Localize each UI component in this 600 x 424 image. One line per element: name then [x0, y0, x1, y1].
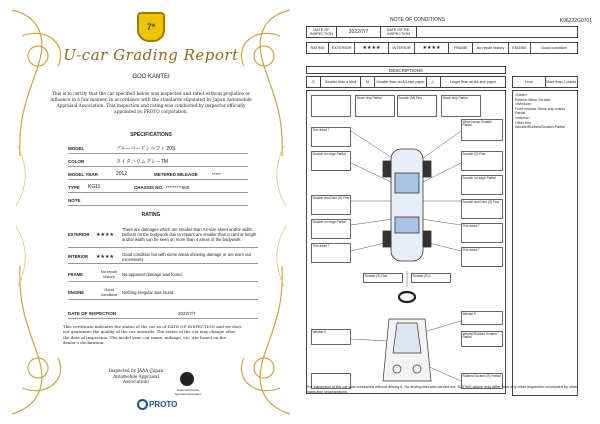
- damage-note-box: Stone chip Partial: [355, 95, 395, 117]
- spare-tire-icon: [399, 292, 415, 302]
- rating-engine: ENGINE Good condition Nothing irregular was found.: [68, 286, 258, 300]
- size-legend: S Smaller than a card M Smaller than an A4-size paper L Larger than an A4-size paper: [306, 76, 506, 88]
- damage-note-box: [311, 95, 351, 117]
- intro-paragraph: This is to certify that the car specified below was inspected and rated without prejudice or influence in a fair manner, in accordance with the standards stipulated by Japan Automobile Appraisal Association. This inspection and rating was conducted by inspector officially appointed by PROTO corporation.: [50, 92, 252, 115]
- damage-note-box: Scratch (M) Few: [397, 95, 437, 117]
- damage-note-box: Scratch on edge Partial: [311, 151, 351, 171]
- damage-note-box: Thin tread 7: [311, 243, 351, 263]
- specifications-heading: SPECIFICATIONS: [130, 132, 172, 138]
- report-code: K96222G0701: [559, 18, 592, 24]
- rating-heading: RATING: [141, 212, 161, 218]
- damage-note-box: Thin tread 7: [461, 247, 503, 267]
- rating-summary-row: RATING EXTERIOR ★★★★ INTERIOR ★★★★ FRAME No repair history ENGINE Good condition: [306, 42, 578, 54]
- damage-diagram: [306, 90, 506, 394]
- inspected-by: Inspected by JAAA (Japan Automobile Appraisal Association): [108, 368, 164, 384]
- quantity-legend: Less More than 2 points: [512, 76, 578, 88]
- conditions-title: NOTE OF CONDITIONS: [390, 17, 445, 23]
- rating-frame: FRAME No repair history No apparent damage was found.: [68, 268, 258, 282]
- damage-note-box: Wrinkle/Rubbed Scratch Partial: [461, 331, 503, 347]
- footer-note: The inspection of the car was conducted without driving it. No driving test was carried out. RATING above may differ from any other inspection conducted by other inspection organizations.: [306, 385, 578, 394]
- grading-report-page: [8, 6, 294, 418]
- damage-note-box: Stone chip Partial: [441, 95, 481, 117]
- spec-row-year: MODEL YEAR 2012 METERED MILEAGE *****: [68, 169, 248, 180]
- spec-row-note: NOTE: [68, 195, 248, 206]
- disclaimer-paragraph: This certificate indicates the status of the car as of DATE OF INSPECTION and we does not guarantee the quality of the car onwards. The status of the car may change after the date of inspection. The model year, car name, mileage, etc, are based on the dealer's declaration.: [63, 324, 242, 346]
- jaaa-logo-icon: [180, 372, 194, 386]
- inspection-dates-row: DATE OF INSPECTION 2022/7/7 DATE OF RE-INSPECTION: [306, 26, 578, 38]
- damage-note-box: Wrinkle S: [461, 311, 503, 325]
- damage-note-box: Thin tread 7: [461, 223, 503, 243]
- condition-notes: <Note> Exterior Minor Scratch <Window> Front window Stone chip marks Partial <Interior> Other trim Wrinkle/Rubbed/Scratch Partial: [512, 90, 578, 396]
- jaaa-caption: Japan Automobile Appraisal Association: [174, 388, 202, 396]
- rating-interior: INTERIOR ★★★★ Good condition but with some areas showing damage or are worn out excessively: [68, 250, 258, 264]
- report-title: U-car Grading Report: [63, 46, 239, 64]
- damage-note-box: Wrinkle S: [311, 329, 351, 345]
- damage-note-box: Wheel scrap Scratch Partial: [461, 119, 503, 141]
- rating-exterior: EXTERIOR ★★★★ There are damages which are smaller than A4-size sheet and/or width. Defects on the bodywork due to repairs are smaller than a card or length and/or width can be seen on more than 4 areas of the bodywork.: [68, 222, 258, 248]
- spec-row-color: COLOR タイタニウムグレーTM: [68, 156, 248, 167]
- proto-logo-icon: [137, 399, 148, 410]
- report-subtitle: GOO KANTEI: [132, 74, 170, 80]
- damage-note-box: Rubbed Scratch (S) Partial: [461, 373, 503, 389]
- damage-note-box: Scratch (S) L: [411, 273, 451, 283]
- corner-ornament-bl: [12, 266, 42, 414]
- spec-row-type: TYPE KG11 CHASSIS NO. *********560: [68, 182, 248, 193]
- damage-note-box: Scratch on edge Partial: [461, 175, 503, 195]
- damage-note-box: Thin tread 7: [311, 127, 351, 147]
- damage-note-box: Scratch (S) Few: [461, 151, 503, 171]
- date-of-inspection: DATE OF INSPECTION 2022/7/7: [68, 309, 258, 319]
- damage-note-box: Scratch and Dent (S) Few: [311, 195, 351, 215]
- damage-note-box: Scratch on edge Partial: [311, 219, 351, 239]
- spec-row-model: MODEL ブルーバードシルフィ 20S: [68, 143, 248, 154]
- car-top-view-body: [391, 149, 423, 261]
- note-of-conditions-page: [306, 14, 592, 404]
- descriptions-heading: DESCRIPTIONS: [306, 66, 506, 74]
- damage-note-box: Scratch (S) Few: [363, 273, 403, 283]
- proto-brand: PROTO: [149, 400, 178, 409]
- damage-note-box: Scratch and Dent (S) Few: [461, 199, 503, 219]
- corner-ornament-br: [260, 266, 290, 414]
- goo-logo-badge: 7*: [137, 12, 165, 42]
